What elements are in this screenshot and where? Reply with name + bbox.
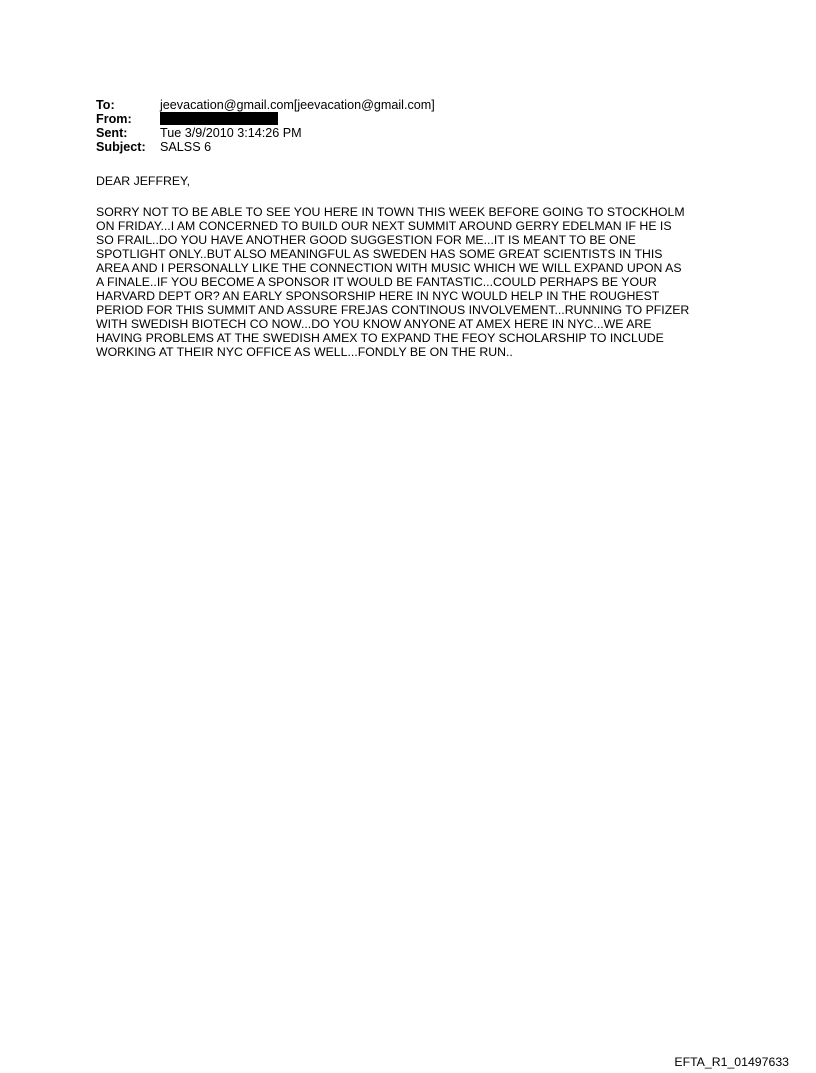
body-line: A FINALE..IF YOU BECOME A SPONSOR IT WOULD BE FANTASTIC...COULD PERHAPS BE YOUR [96, 275, 657, 289]
email-header [96, 98, 435, 154]
body-line: PERIOD FOR THIS SUMMIT AND ASSURE FREJAS CONTINOUS INVOLVEMENT...RUNNING TO PFIZER [96, 303, 690, 317]
sent-value: Tue 3/9/2010 3:14:26 PM [160, 126, 302, 140]
body-line: ON FRIDAY...I AM CONCERNED TO BUILD OUR NEXT SUMMIT AROUND GERRY EDELMAN IF HE IS [96, 219, 672, 233]
sent-row [96, 126, 435, 140]
from-value [160, 112, 278, 126]
from-label: From: [96, 112, 132, 126]
to-value: jeevacation@gmail.com[jeevacation@gmail.com] [160, 98, 435, 112]
body-line: HAVING PROBLEMS AT THE SWEDISH AMEX TO EXPAND THE FEOY SCHOLARSHIP TO INCLUDE [96, 331, 664, 345]
sent-label: Sent: [96, 126, 128, 140]
body-line: SPOTLIGHT ONLY..BUT ALSO MEANINGFUL AS SWEDEN HAS SOME GREAT SCIENTISTS IN THIS [96, 247, 663, 261]
to-label: To: [96, 98, 115, 112]
body-line: WITH SWEDISH BIOTECH CO NOW...DO YOU KNOW ANYONE AT AMEX HERE IN NYC...WE ARE [96, 317, 652, 331]
document-id: EFTA_R1_01497633 [674, 1055, 789, 1069]
from-row [96, 112, 435, 126]
body-line: AREA AND I PERSONALLY LIKE THE CONNECTION WITH MUSIC WHICH WE WILL EXPAND UPON AS [96, 261, 682, 275]
redaction-block [160, 112, 278, 125]
email-salutation: DEAR JEFFREY, [96, 174, 191, 188]
subject-row [96, 140, 435, 154]
subject-label: Subject: [96, 140, 146, 154]
subject-value: SALSS 6 [160, 140, 212, 154]
body-line: SO FRAIL..DO YOU HAVE ANOTHER GOOD SUGGESTION FOR ME...IT IS MEANT TO BE ONE [96, 233, 636, 247]
body-line: HARVARD DEPT OR? AN EARLY SPONSORSHIP HERE IN NYC WOULD HELP IN THE ROUGHEST [96, 289, 660, 303]
body-line: WORKING AT THEIR NYC OFFICE AS WELL...FONDLY BE ON THE RUN.. [96, 345, 513, 359]
to-row [96, 98, 435, 112]
body-line: SORRY NOT TO BE ABLE TO SEE YOU HERE IN TOWN THIS WEEK BEFORE GOING TO STOCKHOLM [96, 205, 685, 219]
